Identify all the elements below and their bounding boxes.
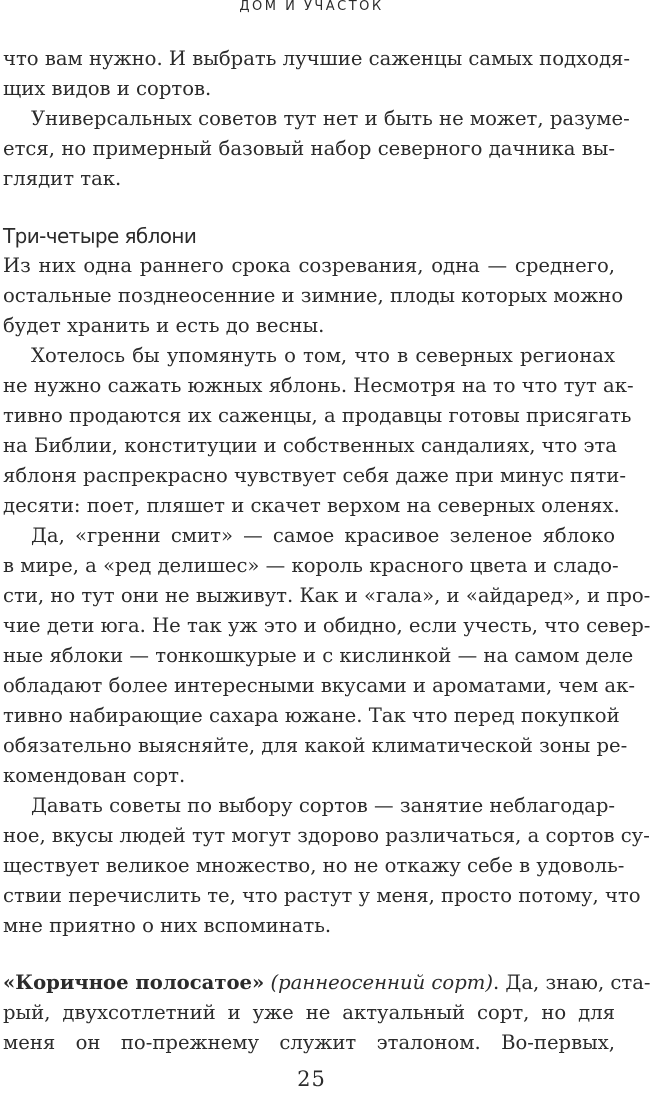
page-number: 25 (297, 1067, 326, 1091)
text-line: будет хранить и есть до весны. (3, 314, 325, 337)
text-line: Универсальных советов тут нет и быть не может, разуме- (31, 107, 630, 130)
text-line: Хотелось бы упомянуть о том, что в северных регионах (31, 344, 615, 367)
text-line: обязательно выясняйте, для какой климатической зоны ре- (3, 734, 628, 757)
text-line: десяти: поет, пляшет и скачет верхом на северных оленях. (3, 494, 620, 517)
text-line: мне приятно о них вспоминать. (3, 914, 332, 937)
text-line: меня он по-прежнему служит эталоном. Во-первых, (3, 1031, 615, 1054)
paragraph (3, 968, 651, 1058)
text-line (3, 968, 651, 998)
paragraph (3, 251, 624, 341)
paragraph (3, 791, 650, 941)
text-line: тивно продаются их саженцы, а продавцы готовы присягать (3, 404, 632, 427)
paragraph-gap (3, 941, 615, 968)
variety-note: (раннеосенний сорт) (270, 971, 493, 994)
text-line: рый, двухсотлетний и уже не актуальный сорт, но для (3, 1001, 615, 1024)
text-line: Из них одна раннего срока созревания, одна — среднего, (3, 254, 615, 277)
text-line: щих видов и сортов. (3, 77, 212, 100)
paragraph (3, 521, 651, 791)
text-line: ществует великое множество, но не откажу себе в удоволь- (3, 854, 625, 877)
text-line: в мире, а «ред делишес» — король красного цвета и сладо- (3, 554, 619, 577)
text-line: не нужно сажать южных яблонь. Несмотря на то что тут ак- (3, 374, 634, 397)
text-line: сти, но тут они не выживут. Как и «гала», и «айдаред», и про- (3, 584, 651, 607)
text-line: яблоня распрекрасно чувствует себя даже при минус пяти- (3, 464, 626, 487)
paragraph (3, 44, 630, 104)
text-line: чие дети юга. Не так уж это и обидно, если учесть, что север- (3, 614, 651, 637)
variety-name: «Коричное полосатое» (3, 971, 265, 994)
text-fragment: . Да, знаю, ста- (492, 971, 651, 994)
text-line: обладают более интересными вкусами и ароматами, чем ак- (3, 674, 635, 697)
text-line: Да, «гренни смит» — самое красивое зеленое яблоко (31, 524, 615, 547)
text-line: ется, но примерный базовый набор северного дачника вы- (3, 137, 615, 160)
text-line: ные яблоки — тонкошкурые и с кислинкой — на самом деле (3, 644, 634, 667)
text-line: комендован сорт. (3, 764, 186, 787)
paragraph (3, 341, 634, 521)
running-head: ДОМ И УЧАСТОК (239, 0, 384, 14)
text-line: остальные позднеосенние и зимние, плоды которых можно (3, 284, 624, 307)
section-heading: Три-четыре яблони (3, 224, 197, 248)
text-line: на Библии, конституции и собственных сандалиях, что эта (3, 434, 617, 457)
text-line: тивно набирающие сахара южане. Так что перед покупкой (3, 704, 620, 727)
paragraph (3, 104, 630, 194)
page-body (3, 44, 651, 1058)
text-line: Давать советы по выбору сортов — занятие неблагодар- (31, 794, 615, 817)
text-line: ное, вкусы людей тут могут здорово различаться, а сортов су- (3, 824, 650, 847)
text-line: ствии перечислить те, что растут у меня, просто потому, что (3, 884, 641, 907)
text-line: что вам нужно. И выбрать лучшие саженцы самых подходя- (3, 47, 630, 70)
text-line: глядит так. (3, 167, 122, 190)
